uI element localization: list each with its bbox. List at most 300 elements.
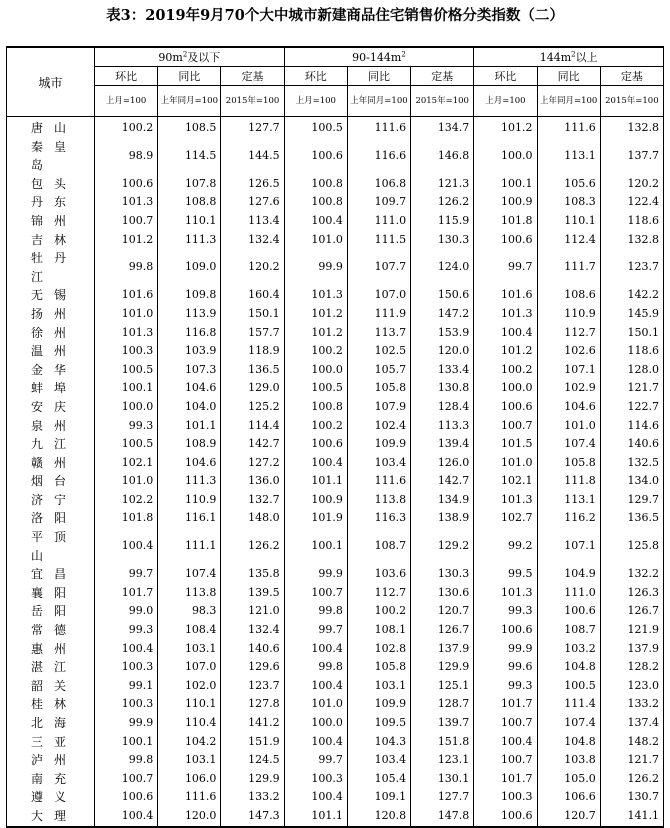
value-cell: 111.8: [537, 472, 600, 491]
value-cell: 129.2: [411, 528, 474, 565]
value-cell: 111.3: [158, 231, 221, 250]
value-cell: 150.1: [221, 305, 284, 324]
value-cell: 99.8: [284, 602, 347, 621]
value-cell: 99.7: [284, 751, 347, 770]
city-cell: 温州: [7, 342, 95, 361]
value-cell: 144.5: [221, 138, 284, 175]
value-cell: 100.6: [537, 602, 600, 621]
value-cell: 101.0: [284, 231, 347, 250]
value-cell: 116.8: [158, 324, 221, 343]
value-cell: 105.4: [347, 770, 410, 789]
value-cell: 101.0: [95, 305, 158, 324]
city-cell: 烟台: [7, 472, 95, 491]
value-cell: 100.6: [284, 435, 347, 454]
value-cell: 100.0: [474, 138, 537, 175]
value-cell: 100.8: [284, 175, 347, 194]
value-cell: 101.2: [284, 305, 347, 324]
value-cell: 111.7: [537, 249, 600, 286]
value-cell: 101.6: [474, 286, 537, 305]
value-cell: 101.7: [474, 695, 537, 714]
value-cell: 127.8: [221, 695, 284, 714]
value-cell: 121.9: [600, 621, 663, 640]
value-cell: 126.5: [221, 175, 284, 194]
value-cell: 101.0: [95, 472, 158, 491]
value-cell: 100.3: [284, 770, 347, 789]
value-cell: 129.0: [221, 379, 284, 398]
value-cell: 132.5: [600, 454, 663, 473]
value-cell: 100.7: [284, 584, 347, 603]
value-cell: 101.1: [284, 807, 347, 827]
value-cell: 108.5: [158, 117, 221, 138]
base-header-last-month: 上月=100: [474, 86, 537, 117]
value-cell: 101.7: [474, 770, 537, 789]
value-cell: 100.4: [284, 733, 347, 752]
value-cell: 106.0: [158, 770, 221, 789]
value-cell: 134.9: [411, 491, 474, 510]
value-cell: 99.8: [284, 658, 347, 677]
value-cell: 103.1: [347, 677, 410, 696]
value-cell: 122.7: [600, 398, 663, 417]
value-cell: 103.1: [158, 751, 221, 770]
value-cell: 107.4: [158, 565, 221, 584]
value-cell: 146.8: [411, 138, 474, 175]
table-row: [7, 212, 664, 231]
base-header-same-month-last-year: 上年同月=100: [537, 86, 600, 117]
value-cell: 102.4: [347, 417, 410, 436]
value-cell: 107.1: [537, 361, 600, 380]
value-cell: 100.7: [95, 212, 158, 231]
table-row: [7, 193, 664, 212]
base-header-same-month-last-year: 上年同月=100: [347, 86, 410, 117]
value-cell: 98.9: [95, 138, 158, 175]
value-cell: 128.4: [411, 398, 474, 417]
value-cell: 102.6: [537, 342, 600, 361]
value-cell: 111.6: [347, 472, 410, 491]
value-cell: 104.6: [158, 379, 221, 398]
value-cell: 128.2: [600, 658, 663, 677]
value-cell: 107.4: [537, 435, 600, 454]
value-cell: 112.7: [537, 324, 600, 343]
value-cell: 100.5: [284, 117, 347, 138]
value-cell: 100.1: [284, 528, 347, 565]
value-cell: 100.3: [95, 342, 158, 361]
value-cell: 99.8: [95, 249, 158, 286]
value-cell: 148.2: [600, 733, 663, 752]
table-row: [7, 714, 664, 733]
sub-header-mom: 环比: [284, 67, 347, 86]
table-row: [7, 117, 664, 138]
city-cell: 安庆: [7, 398, 95, 417]
value-cell: 139.7: [411, 714, 474, 733]
price-index-table: [6, 46, 664, 828]
value-cell: 126.7: [600, 602, 663, 621]
table-row: [7, 491, 664, 510]
value-cell: 110.1: [158, 695, 221, 714]
value-cell: 147.8: [411, 807, 474, 827]
value-cell: 100.6: [474, 807, 537, 827]
value-cell: 99.9: [284, 249, 347, 286]
value-cell: 101.1: [158, 417, 221, 436]
value-cell: 108.8: [158, 193, 221, 212]
table-row: [7, 342, 664, 361]
value-cell: 101.2: [95, 231, 158, 250]
value-cell: 105.0: [537, 770, 600, 789]
value-cell: 101.0: [474, 454, 537, 473]
city-cell: 常德: [7, 621, 95, 640]
value-cell: 116.1: [158, 509, 221, 528]
value-cell: 111.9: [347, 305, 410, 324]
base-header-same-month-last-year: 上年同月=100: [158, 86, 221, 117]
value-cell: 126.3: [600, 584, 663, 603]
value-cell: 109.1: [347, 788, 410, 807]
value-cell: 115.9: [411, 212, 474, 231]
table-row: [7, 398, 664, 417]
value-cell: 102.5: [347, 342, 410, 361]
table-row: [7, 175, 664, 194]
table-row: [7, 472, 664, 491]
table-row: [7, 621, 664, 640]
value-cell: 108.7: [347, 528, 410, 565]
value-cell: 137.7: [600, 138, 663, 175]
value-cell: 101.8: [474, 212, 537, 231]
value-cell: 105.7: [347, 361, 410, 380]
table-row: [7, 733, 664, 752]
table-row: [7, 417, 664, 436]
value-cell: 100.5: [537, 677, 600, 696]
table-row: [7, 751, 664, 770]
value-cell: 101.7: [95, 584, 158, 603]
value-cell: 140.6: [221, 640, 284, 659]
base-header-2015: 2015年=100: [411, 86, 474, 117]
value-cell: 107.3: [158, 361, 221, 380]
table-row: [7, 286, 664, 305]
value-cell: 108.7: [537, 621, 600, 640]
value-cell: 99.0: [95, 602, 158, 621]
city-cell: 蚌埠: [7, 379, 95, 398]
value-cell: 100.6: [95, 788, 158, 807]
value-cell: 101.6: [95, 286, 158, 305]
base-header-last-month: 上月=100: [284, 86, 347, 117]
table-row: [7, 584, 664, 603]
city-cell: 平顶山: [7, 528, 95, 565]
value-cell: 134.0: [600, 472, 663, 491]
value-cell: 111.6: [537, 117, 600, 138]
city-cell: 桂林: [7, 695, 95, 714]
value-cell: 130.8: [411, 379, 474, 398]
value-cell: 100.4: [474, 733, 537, 752]
value-cell: 100.9: [474, 193, 537, 212]
value-cell: 99.7: [284, 621, 347, 640]
value-cell: 99.3: [474, 677, 537, 696]
value-cell: 140.6: [600, 435, 663, 454]
value-cell: 113.8: [347, 491, 410, 510]
value-cell: 102.9: [537, 379, 600, 398]
value-cell: 100.2: [474, 361, 537, 380]
value-cell: 100.5: [95, 435, 158, 454]
value-cell: 127.2: [221, 454, 284, 473]
value-cell: 107.9: [347, 398, 410, 417]
value-cell: 99.5: [474, 565, 537, 584]
city-cell: 襄阳: [7, 584, 95, 603]
value-cell: 104.0: [158, 398, 221, 417]
value-cell: 151.9: [221, 733, 284, 752]
value-cell: 108.4: [158, 621, 221, 640]
sub-header-mom: 环比: [95, 67, 158, 86]
value-cell: 100.3: [95, 695, 158, 714]
value-cell: 99.9: [284, 565, 347, 584]
value-cell: 125.2: [221, 398, 284, 417]
value-cell: 128.7: [411, 695, 474, 714]
value-cell: 147.2: [411, 305, 474, 324]
value-cell: 120.2: [221, 249, 284, 286]
value-cell: 99.3: [474, 602, 537, 621]
value-cell: 108.6: [537, 286, 600, 305]
value-cell: 151.8: [411, 733, 474, 752]
table-row: [7, 658, 664, 677]
value-cell: 126.2: [221, 528, 284, 565]
value-cell: 110.1: [158, 212, 221, 231]
value-cell: 114.5: [158, 138, 221, 175]
value-cell: 110.9: [537, 305, 600, 324]
value-cell: 142.7: [221, 435, 284, 454]
table-row: [7, 770, 664, 789]
value-cell: 105.8: [347, 658, 410, 677]
value-cell: 104.8: [537, 733, 600, 752]
value-cell: 111.6: [158, 788, 221, 807]
value-cell: 141.2: [221, 714, 284, 733]
value-cell: 100.0: [284, 361, 347, 380]
value-cell: 107.8: [158, 175, 221, 194]
value-cell: 120.7: [537, 807, 600, 827]
value-cell: 132.8: [600, 231, 663, 250]
city-cell: 遵义: [7, 788, 95, 807]
value-cell: 102.1: [474, 472, 537, 491]
value-cell: 132.8: [600, 117, 663, 138]
value-cell: 101.1: [284, 472, 347, 491]
value-cell: 150.1: [600, 324, 663, 343]
value-cell: 100.4: [95, 807, 158, 827]
value-cell: 136.5: [221, 361, 284, 380]
city-cell: 三亚: [7, 733, 95, 752]
value-cell: 112.4: [537, 231, 600, 250]
city-cell: 岳阳: [7, 602, 95, 621]
value-cell: 113.1: [537, 138, 600, 175]
value-cell: 103.9: [158, 342, 221, 361]
value-cell: 101.0: [537, 417, 600, 436]
value-cell: 125.8: [600, 528, 663, 565]
value-cell: 107.7: [347, 249, 410, 286]
value-cell: 136.0: [221, 472, 284, 491]
value-cell: 114.4: [221, 417, 284, 436]
value-cell: 108.3: [537, 193, 600, 212]
value-cell: 100.8: [284, 193, 347, 212]
value-cell: 100.4: [284, 640, 347, 659]
value-cell: 137.4: [600, 714, 663, 733]
value-cell: 101.9: [284, 509, 347, 528]
base-header-2015: 2015年=100: [221, 86, 284, 117]
value-cell: 101.3: [474, 491, 537, 510]
value-cell: 111.6: [347, 117, 410, 138]
group-header-medium: $90-144m^2$: [284, 47, 474, 67]
value-cell: 101.3: [95, 193, 158, 212]
value-cell: 100.9: [284, 491, 347, 510]
city-cell: 无锡: [7, 286, 95, 305]
city-cell: 宜昌: [7, 565, 95, 584]
value-cell: 107.0: [347, 286, 410, 305]
value-cell: 100.4: [95, 528, 158, 565]
table-row: [7, 305, 664, 324]
value-cell: 120.0: [158, 807, 221, 827]
sub-header-yoy: 同比: [158, 67, 221, 86]
table-row: [7, 435, 664, 454]
value-cell: 100.7: [95, 770, 158, 789]
value-cell: 122.4: [600, 193, 663, 212]
city-cell: 牡丹江: [7, 249, 95, 286]
value-cell: 150.6: [411, 286, 474, 305]
value-cell: 126.7: [411, 621, 474, 640]
value-cell: 100.4: [95, 640, 158, 659]
value-cell: 100.1: [474, 175, 537, 194]
value-cell: 125.1: [411, 677, 474, 696]
value-cell: 120.2: [600, 175, 663, 194]
value-cell: 123.0: [600, 677, 663, 696]
value-cell: 129.7: [600, 491, 663, 510]
value-cell: 100.8: [284, 398, 347, 417]
value-cell: 100.4: [284, 677, 347, 696]
value-cell: 100.3: [95, 658, 158, 677]
value-cell: 112.7: [347, 584, 410, 603]
value-cell: 121.7: [600, 379, 663, 398]
value-cell: 100.1: [95, 379, 158, 398]
sub-header-fixed-base: 定基: [411, 67, 474, 86]
value-cell: 106.6: [537, 788, 600, 807]
value-cell: 108.1: [347, 621, 410, 640]
page-title: 表3：2019年9月70个大中城市新建商品住宅销售价格分类指数（二）: [106, 7, 564, 24]
table-row: [7, 231, 664, 250]
value-cell: 106.8: [347, 175, 410, 194]
city-cell: 大理: [7, 807, 95, 827]
city-cell: 洛阳: [7, 509, 95, 528]
value-cell: 113.8: [158, 584, 221, 603]
value-cell: 126.2: [600, 770, 663, 789]
table-row: [7, 454, 664, 473]
value-cell: 123.1: [411, 751, 474, 770]
value-cell: 101.2: [474, 342, 537, 361]
value-cell: 98.3: [158, 602, 221, 621]
value-cell: 116.2: [537, 509, 600, 528]
value-cell: 124.5: [221, 751, 284, 770]
value-cell: 113.4: [221, 212, 284, 231]
value-cell: 109.8: [158, 286, 221, 305]
sub-header-yoy: 同比: [537, 67, 600, 86]
value-cell: 100.0: [474, 379, 537, 398]
city-cell: 南充: [7, 770, 95, 789]
value-cell: 145.9: [600, 305, 663, 324]
value-cell: 113.3: [411, 417, 474, 436]
city-cell: 丹东: [7, 193, 95, 212]
table-row: [7, 138, 664, 175]
value-cell: 101.2: [474, 117, 537, 138]
value-cell: 100.2: [347, 602, 410, 621]
value-cell: 130.3: [411, 565, 474, 584]
value-cell: 123.7: [600, 249, 663, 286]
value-cell: 118.9: [221, 342, 284, 361]
value-cell: 104.2: [158, 733, 221, 752]
value-cell: 101.5: [474, 435, 537, 454]
value-cell: 147.3: [221, 807, 284, 827]
value-cell: 99.7: [474, 249, 537, 286]
sub-header-mom: 环比: [474, 67, 537, 86]
value-cell: 120.7: [411, 602, 474, 621]
value-cell: 114.6: [600, 417, 663, 436]
value-cell: 139.4: [411, 435, 474, 454]
value-cell: 100.2: [284, 342, 347, 361]
value-cell: 102.8: [347, 640, 410, 659]
table-row: [7, 509, 664, 528]
value-cell: 100.5: [284, 379, 347, 398]
base-header-last-month: 上月=100: [95, 86, 158, 117]
value-cell: 157.7: [221, 324, 284, 343]
value-cell: 107.0: [158, 658, 221, 677]
value-cell: 109.9: [347, 695, 410, 714]
table-row: [7, 695, 664, 714]
value-cell: 111.1: [158, 528, 221, 565]
value-cell: 100.4: [284, 788, 347, 807]
value-cell: 100.3: [474, 788, 537, 807]
value-cell: 101.3: [474, 584, 537, 603]
value-cell: 132.7: [221, 491, 284, 510]
sub-header-fixed-base: 定基: [600, 67, 663, 86]
value-cell: 104.6: [158, 454, 221, 473]
city-cell: 包头: [7, 175, 95, 194]
value-cell: 111.5: [347, 231, 410, 250]
city-cell: 济宁: [7, 491, 95, 510]
value-cell: 113.9: [158, 305, 221, 324]
value-cell: 99.3: [95, 417, 158, 436]
value-cell: 142.7: [411, 472, 474, 491]
table-row: [7, 565, 664, 584]
value-cell: 141.1: [600, 807, 663, 827]
value-cell: 102.7: [474, 509, 537, 528]
value-cell: 101.3: [284, 286, 347, 305]
value-cell: 130.6: [411, 584, 474, 603]
value-cell: 104.8: [537, 658, 600, 677]
value-cell: 103.4: [347, 751, 410, 770]
value-cell: 132.4: [221, 231, 284, 250]
city-cell: 泸州: [7, 751, 95, 770]
value-cell: 100.6: [474, 231, 537, 250]
value-cell: 101.8: [95, 509, 158, 528]
table-body: [7, 117, 664, 827]
value-cell: 100.5: [95, 361, 158, 380]
value-cell: 121.0: [221, 602, 284, 621]
value-cell: 113.1: [537, 491, 600, 510]
value-cell: 100.1: [95, 733, 158, 752]
value-cell: 99.9: [474, 640, 537, 659]
value-cell: 129.9: [411, 658, 474, 677]
value-cell: 126.2: [411, 193, 474, 212]
value-cell: 105.8: [347, 379, 410, 398]
value-cell: 100.0: [95, 398, 158, 417]
table-row: [7, 640, 664, 659]
value-cell: 103.4: [347, 454, 410, 473]
city-cell: 泉州: [7, 417, 95, 436]
value-cell: 148.0: [221, 509, 284, 528]
value-cell: 101.3: [474, 305, 537, 324]
value-cell: 101.2: [284, 324, 347, 343]
value-cell: 130.7: [600, 788, 663, 807]
group-header-large: $144m^2$以上: [474, 47, 664, 67]
